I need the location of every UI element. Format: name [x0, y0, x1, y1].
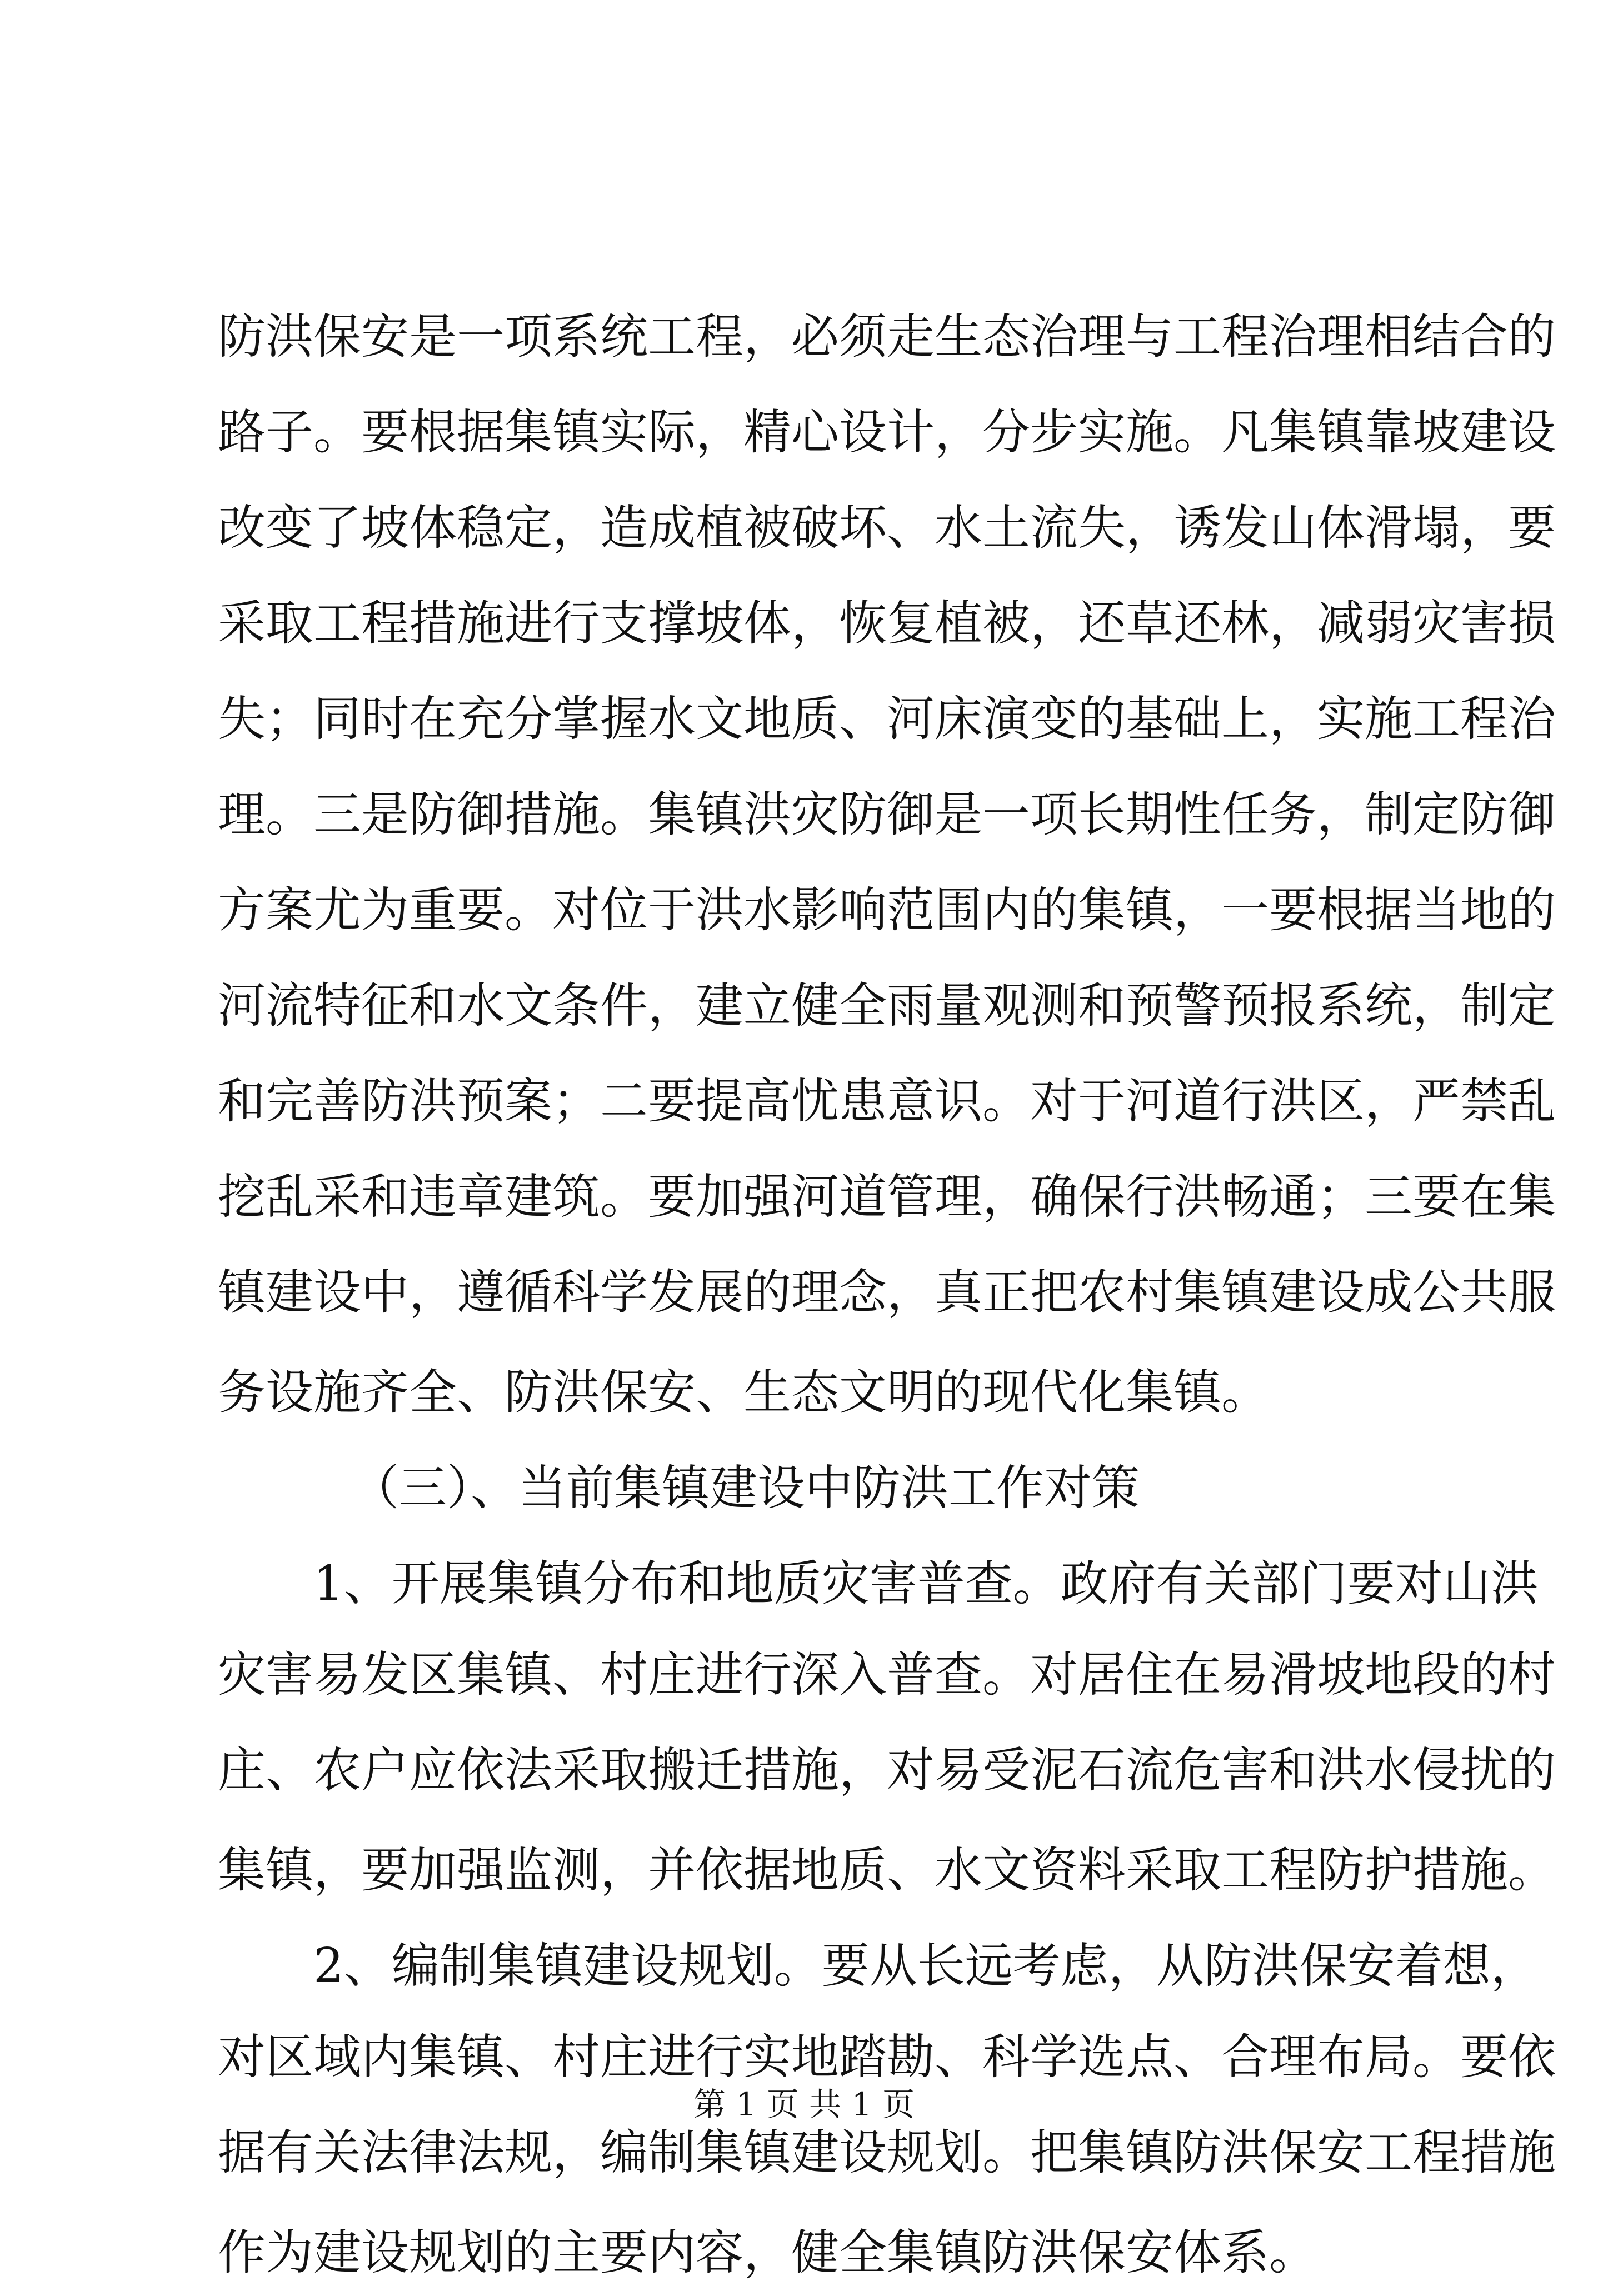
paragraph-line: 方案尤为重要。对位于洪水影响范围内的集镇，一要根据当地的 [218, 882, 1556, 938]
paragraph-line: 庄、农户应依法采取搬迁措施，对易受泥石流危害和洪水侵扰的 [218, 1743, 1556, 1798]
paragraph-line: 河流特征和水文条件，建立健全雨量观测和预警预报系统，制定 [218, 978, 1556, 1034]
paragraph-line: 务设施齐全、防洪保安、生态文明的现代化集镇。 [218, 1365, 1269, 1420]
section-heading: （三）、当前集镇建设中防洪工作对策 [351, 1460, 1140, 1516]
paragraph-line: 采取工程措施进行支撑坡体，恢复植被，还草还林，减弱灾害损 [218, 596, 1556, 651]
paragraph-line: 挖乱采和违章建筑。要加强河道管理，确保行洪畅通；三要在集 [218, 1169, 1556, 1225]
paragraph-line: 灾害易发区集镇、村庄进行深入普查。对居住在易滑坡地段的村 [218, 1647, 1556, 1703]
paragraph-line: 据有关法律法规，编制集镇建设规划。把集镇防洪保安工程措施 [218, 2125, 1556, 2180]
paragraph-line: 改变了坡体稳定，造成植被破坏、水土流失，诱发山体滑塌，要 [218, 500, 1556, 556]
paragraph-line: 1、开展集镇分布和地质灾害普查。政府有关部门要对山洪 [313, 1556, 1539, 1611]
paragraph-line: 对区域内集镇、村庄进行实地踏勘、科学选点、合理布局。要依 [218, 2029, 1556, 2085]
paragraph-line: 集镇，要加强监测，并依据地质、水文资料采取工程防护措施。 [218, 1843, 1556, 1898]
paragraph-line: 路子。要根据集镇实际，精心设计，分步实施。凡集镇靠坡建设 [218, 405, 1556, 460]
document-body [218, 289, 1556, 2296]
paragraph-line: 作为建设规划的主要内容，健全集镇防洪保安体系。 [218, 2225, 1317, 2280]
paragraph-line: 失；同时在充分掌握水文地质、河床演变的基础上，实施工程治 [218, 691, 1556, 747]
paragraph-line: 镇建设中，遵循科学发展的理念，真正把农村集镇建设成公共服 [218, 1265, 1556, 1320]
paragraph-line: 2、编制集镇建设规划。要从长远考虑，从防洪保安着想， [313, 1938, 1539, 1994]
paragraph-line: 防洪保安是一项系统工程，必须走生态治理与工程治理相结合的 [218, 309, 1556, 365]
paragraph-line: 理。三是防御措施。集镇洪灾防御是一项长期性任务，制定防御 [218, 787, 1556, 842]
page-footer: 第 1 页 共 1 页 [693, 2085, 915, 2123]
paragraph-line: 和完善防洪预案；二要提高忧患意识。对于河道行洪区，严禁乱 [218, 1074, 1556, 1129]
